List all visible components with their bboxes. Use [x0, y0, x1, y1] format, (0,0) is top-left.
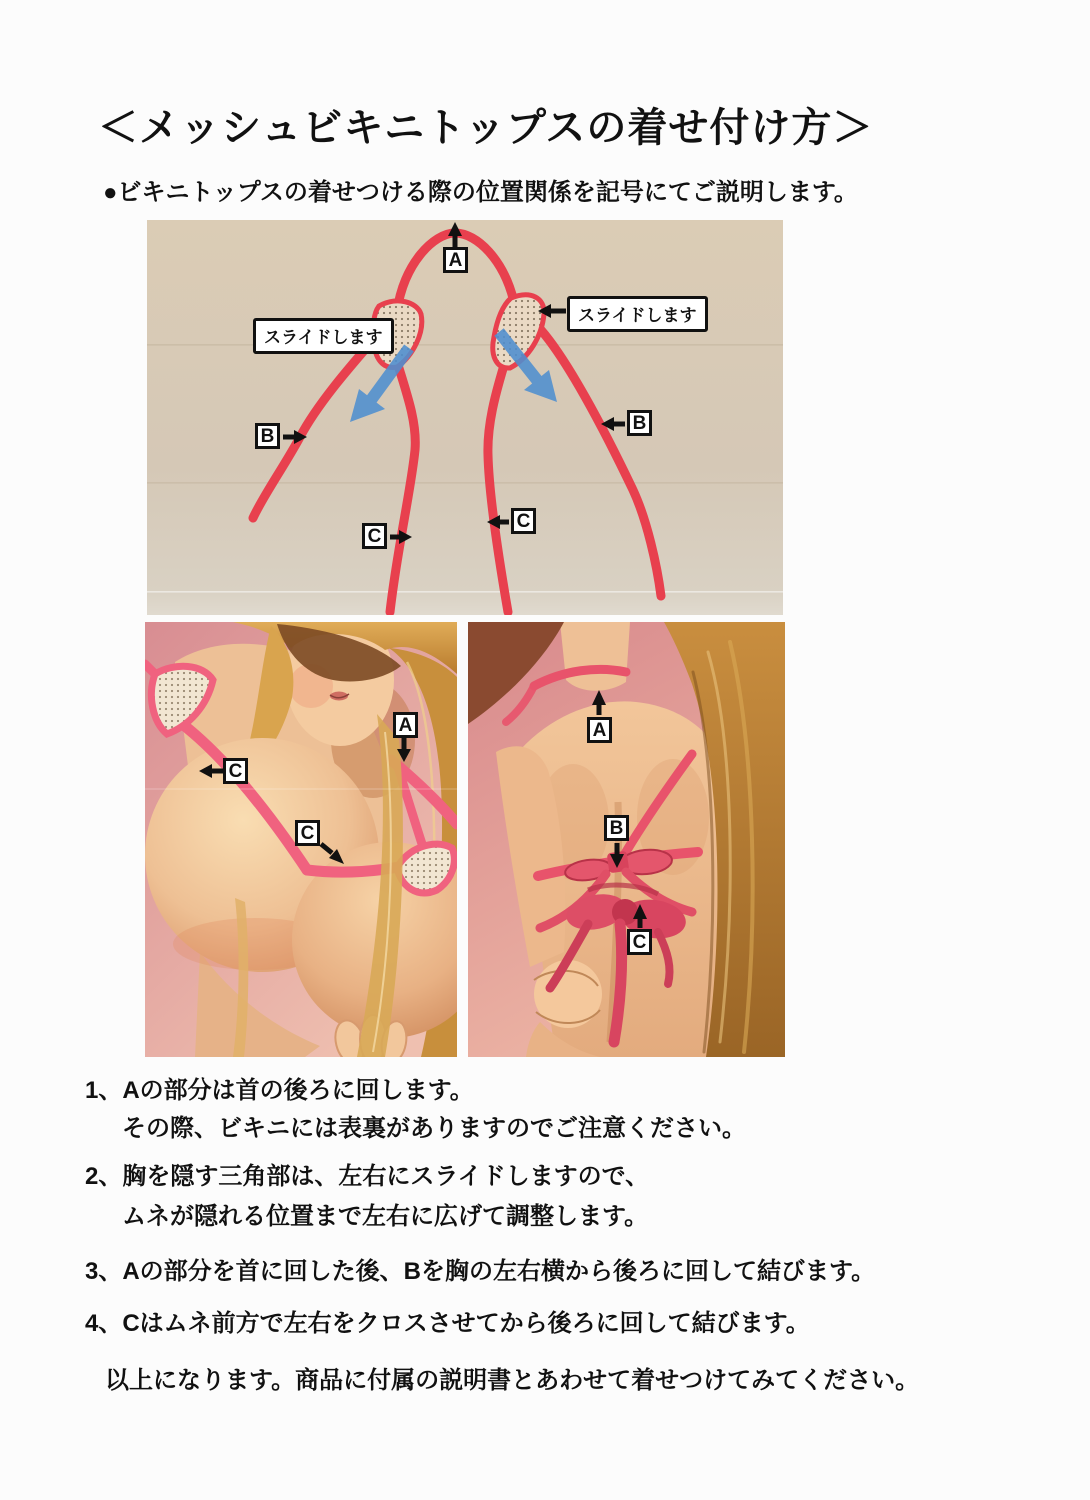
marker-a-back: A [587, 717, 612, 743]
slide-note-left: スライドします [253, 318, 394, 354]
marker-b-left: B [255, 423, 280, 449]
photo-doll-back [468, 622, 785, 1057]
step-3: 3、Aの部分を首に回した後、Bを胸の左右横から後ろに回して結びます。 [85, 1258, 876, 1285]
marker-c-front-left: C [223, 758, 248, 784]
doll-neck [560, 622, 630, 691]
photo-bikini-flat [147, 220, 783, 615]
step-2-note: ムネが隠れる位置まで左右に広げて調整します。 [122, 1203, 649, 1230]
slide-note-right: スライドします [567, 296, 708, 332]
step-1: 1、Aの部分は首の後ろに回します。 [85, 1077, 474, 1104]
marker-c-front-mid: C [295, 820, 320, 846]
marker-c-right: C [511, 508, 536, 534]
closing-text: 以上になります。商品に付属の説明書とあわせて着せつけてみてください。 [105, 1367, 920, 1394]
marker-b-back: B [604, 815, 629, 841]
intro-text: ●ビキニトップスの着せつける際の位置関係を記号にてご説明します。 [103, 179, 858, 206]
step-1-note: その際、ビキニには表裏がありますのでご注意ください。 [122, 1115, 746, 1142]
marker-c-back: C [627, 929, 652, 955]
marker-a-flat: A [443, 247, 468, 273]
bikini-flat-drawing [147, 220, 783, 615]
marker-c-left: C [362, 523, 387, 549]
page-title: ＜メッシュビキニトップスの着せ付け方＞ [98, 106, 874, 150]
photo-doll-front [145, 622, 457, 1057]
marker-b-right: B [627, 410, 652, 436]
step-4: 4、Cはムネ前方で左右をクロスさせてから後ろに回して結びます。 [85, 1310, 810, 1337]
step-2: 2、胸を隠す三角部は、左右にスライドしますので、 [85, 1163, 650, 1190]
marker-a-front: A [393, 712, 418, 738]
